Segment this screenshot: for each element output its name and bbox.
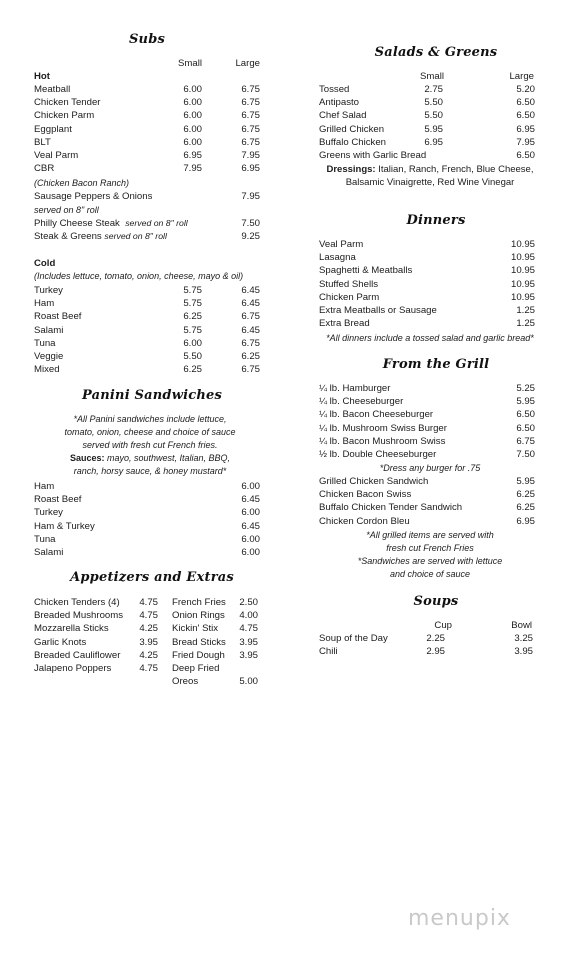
item-price-large: 6.25 <box>241 350 260 362</box>
item-price-large: 6.95 <box>241 163 260 175</box>
item-name: Oreos <box>172 676 199 688</box>
item-name: French Fries <box>172 597 226 608</box>
item-name: Salami <box>34 324 64 336</box>
item-price-large: 6.75 <box>241 311 260 323</box>
item-price-large: 6.45 <box>241 324 260 336</box>
item-name: Turkey <box>34 507 63 519</box>
item-price-price: 4.00 <box>239 610 258 622</box>
item-price-price: 5.95 <box>516 396 535 408</box>
item-price-small: 5.75 <box>183 324 202 336</box>
dressings-line <box>310 163 550 176</box>
item-price-price: 6.75 <box>516 435 535 447</box>
extra-row <box>172 649 288 662</box>
extra-row <box>172 662 288 675</box>
grill-note-line: *All grilled items are served with <box>366 530 494 540</box>
item-price-large: 6.50 <box>516 97 535 109</box>
soups-header-bowl: Bowl <box>511 620 532 631</box>
item-price-small: 6.00 <box>183 123 202 135</box>
soup-row <box>319 645 544 658</box>
item-price-price: 4.75 <box>139 597 158 608</box>
item-price-small: 6.00 <box>183 110 202 122</box>
salads-title: Salads & Greens <box>374 45 498 60</box>
item-price-price: 5.00 <box>239 676 258 688</box>
item-price-price: 6.95 <box>516 515 535 527</box>
cold-sub-row <box>34 363 266 376</box>
item-name: ¼ lb. Bacon Cheeseburger <box>319 409 434 421</box>
item-price-small: 6.95 <box>424 136 443 148</box>
panini-list <box>34 480 266 559</box>
item-price-small: 5.50 <box>424 110 443 122</box>
item-name: Soup of the Day <box>319 633 388 644</box>
cold-sub-row <box>34 337 266 350</box>
item-name: Fried Dough <box>172 649 225 661</box>
sausage-item <box>34 190 266 203</box>
item-name: ¼ lb. Bacon Mushroom Swiss <box>319 435 446 447</box>
panini-notes <box>32 413 268 478</box>
item-price-small: 2.75 <box>424 84 443 95</box>
salad-row <box>319 83 544 96</box>
hot-sub-row <box>34 162 266 175</box>
salads-header-small: Small <box>420 71 444 82</box>
item-name: Breaded Mushrooms <box>34 610 124 622</box>
item-name: Veal Parm <box>319 239 364 250</box>
item-price-cup: 2.95 <box>426 646 445 658</box>
dinner-row <box>319 238 544 251</box>
dinners-note: *All dinners include a tossed salad and garlic bread* <box>326 333 534 343</box>
item-name: Jalapeno Poppers <box>34 662 112 674</box>
dressings-line: Balsamic Vinaigrette, Red Wine Vinegar <box>345 177 515 189</box>
subs-hot-label: Hot <box>34 71 50 82</box>
appetizer-row <box>34 622 160 635</box>
item-price-large: 6.75 <box>241 337 260 349</box>
sausage-note: served on 8" roll <box>34 205 99 215</box>
item-price-price: 6.00 <box>241 533 260 545</box>
item-price-price: 10.95 <box>510 278 535 290</box>
grill-row <box>319 382 544 395</box>
item-note: served on 8" roll <box>104 231 167 241</box>
item-price-large: 6.95 <box>516 123 535 135</box>
item-name: Roast Beef <box>34 494 82 506</box>
item-name: Bread Sticks <box>172 636 226 648</box>
item-name: Extra Meatballs or Sausage <box>319 304 437 316</box>
dinner-row <box>319 304 544 317</box>
appetizers-left-list <box>34 596 160 675</box>
item-name: Chicken Tenders (4) <box>34 597 120 608</box>
item-name <box>34 230 167 243</box>
sauces-text: mayo, southwest, Italian, BBQ, <box>104 453 231 463</box>
item-price-price: 3.95 <box>239 636 258 648</box>
item-name: Veggie <box>34 350 64 362</box>
item-price-price: 5.25 <box>516 383 535 394</box>
item-price-small: 5.50 <box>183 350 202 362</box>
panini-note-line: *All Panini sandwiches include lettuce, <box>73 414 227 424</box>
item-name: ¼ lb. Cheeseburger <box>319 396 404 408</box>
extra-row <box>172 596 288 609</box>
item-price: 7.50 <box>241 218 260 229</box>
item-note: served on 8" roll <box>125 218 188 228</box>
soups-list <box>319 632 544 658</box>
subs-header-small: Small <box>178 58 202 69</box>
extra-row <box>172 609 288 622</box>
cold-sub-row <box>34 284 266 297</box>
appetizers-title: Appetizers and Extras <box>70 570 234 585</box>
item-price-price: 1.25 <box>516 304 535 316</box>
item-price-large: 7.95 <box>516 136 535 148</box>
item-name-text: Philly Cheese Steak <box>34 218 120 229</box>
item-price-large: 6.50 <box>516 149 535 161</box>
grill-notes <box>316 529 544 581</box>
item-name: Ham & Turkey <box>34 520 95 532</box>
item-name: Onion Rings <box>172 610 225 622</box>
appetizers-right-list <box>172 596 288 688</box>
soups-title: Soups <box>413 594 459 609</box>
salad-row <box>319 149 544 162</box>
cold-sub-row <box>34 310 266 323</box>
item-name: Tossed <box>319 84 350 95</box>
appetizer-row <box>34 636 160 649</box>
appetizer-row <box>34 649 160 662</box>
item-name: Lasagna <box>319 252 356 264</box>
item-price-price: 10.95 <box>510 291 535 303</box>
item-price-price: 6.50 <box>516 422 535 434</box>
item-price-large: 6.45 <box>241 298 260 310</box>
panini-row <box>34 480 266 493</box>
item-price-small: 6.25 <box>183 311 202 323</box>
extra-row <box>172 636 288 649</box>
grill-list <box>319 382 544 461</box>
item-name: Chicken Bacon Swiss <box>319 489 412 501</box>
item-name: Spaghetti & Meatballs <box>319 265 413 277</box>
dinner-row <box>319 264 544 277</box>
item-name: Breaded Cauliflower <box>34 649 121 661</box>
item-name: Extra Bread <box>319 318 370 330</box>
item-price-price: 6.25 <box>516 489 535 501</box>
panini-note-line: served with fresh cut French fries. <box>82 440 218 450</box>
item-price-price: 4.75 <box>139 662 158 674</box>
item-price-large: 6.75 <box>241 364 260 376</box>
item-name: Chicken Parm <box>34 110 95 122</box>
item-price-price: 4.25 <box>139 649 158 661</box>
grill-list-2 <box>319 475 544 528</box>
item-price-price: 10.95 <box>510 252 535 264</box>
dinner-row <box>319 291 544 304</box>
appetizer-row <box>34 662 160 675</box>
panini-row <box>34 546 266 559</box>
appetizer-row <box>34 609 160 622</box>
soup-row <box>319 632 544 645</box>
salad-row <box>319 136 544 149</box>
item-price-bowl: 3.25 <box>514 633 533 644</box>
item-price-bowl: 3.95 <box>514 646 533 658</box>
item-price-small: 6.00 <box>183 337 202 349</box>
item-name: Meatball <box>34 84 71 95</box>
item-price-large: 6.75 <box>241 84 260 95</box>
item-name: Salami <box>34 546 64 558</box>
item-price-price: 3.95 <box>239 649 258 661</box>
item-price-price: 6.00 <box>241 507 260 519</box>
salads-header-large: Large <box>509 71 534 82</box>
item-name: Sausage Peppers & Onions <box>34 191 153 202</box>
item-price-price: 10.95 <box>510 265 535 277</box>
dressings <box>310 163 550 189</box>
item-price-price: 4.75 <box>239 623 258 635</box>
hot-sub-row <box>34 109 266 122</box>
item-name <box>34 217 188 230</box>
item-name: Mixed <box>34 364 60 376</box>
item-price-small: 5.50 <box>424 97 443 109</box>
item-price-small: 5.95 <box>424 123 443 135</box>
item-price-large: 5.20 <box>516 84 535 95</box>
item-name: Turkey <box>34 285 63 296</box>
item-name: CBR <box>34 163 55 175</box>
salad-row <box>319 109 544 122</box>
item-price-small: 5.75 <box>183 298 202 310</box>
item-price-large: 6.50 <box>516 110 535 122</box>
item-price-small: 5.75 <box>183 285 202 296</box>
item-price-large: 6.75 <box>241 136 260 148</box>
item-price-large: 6.75 <box>241 123 260 135</box>
grill-row <box>319 408 544 421</box>
item-price-price: 5.95 <box>516 476 535 487</box>
item-price-price: 10.95 <box>510 239 535 250</box>
item-name: Grilled Chicken <box>319 123 385 135</box>
cold-sub-row <box>34 297 266 310</box>
salad-row <box>319 96 544 109</box>
item-price-price: 6.00 <box>241 546 260 558</box>
sauces-label: Sauces: <box>69 453 105 463</box>
item-name: ¼ lb. Hamburger <box>319 383 391 394</box>
cbr-note: (Chicken Bacon Ranch) <box>34 178 130 188</box>
subs-hot-list <box>34 83 266 175</box>
subs-cold-label: Cold <box>34 258 56 269</box>
item-name-text: Steak & Greens <box>34 231 102 242</box>
philly-item <box>34 217 266 230</box>
item-name: Chicken Tender <box>34 97 101 109</box>
item-price-large: 6.75 <box>241 97 260 109</box>
item-price-price: 1.25 <box>516 318 535 330</box>
item-price-small: 6.95 <box>183 149 202 161</box>
item-name: Roast Beef <box>34 311 82 323</box>
item-name: Grilled Chicken Sandwich <box>319 476 429 487</box>
item-name: BLT <box>34 136 51 148</box>
hot-sub-row <box>34 149 266 162</box>
item-name: Buffalo Chicken Tender Sandwich <box>319 502 463 514</box>
item-name: Kickin' Stix <box>172 623 219 635</box>
item-name: Ham <box>34 298 55 310</box>
cold-sub-row <box>34 350 266 363</box>
panini-title: Panini Sandwiches <box>82 388 222 403</box>
grill-row <box>319 422 544 435</box>
grill-note-line: and choice of sauce <box>389 569 471 579</box>
item-price-price: 6.50 <box>516 409 535 421</box>
dress-note: *Dress any burger for .75 <box>379 463 481 473</box>
item-price-large: 6.75 <box>241 110 260 122</box>
extra-row <box>172 675 288 688</box>
item-name: Stuffed Shells <box>319 278 379 290</box>
item-price-price: 4.25 <box>139 623 158 635</box>
soups-column-headers <box>316 619 544 632</box>
hot-sub-row <box>34 136 266 149</box>
subs-column-headers <box>32 57 268 70</box>
panini-row <box>34 506 266 519</box>
item-price-price: 4.75 <box>139 610 158 622</box>
item-price-small: 6.00 <box>183 136 202 148</box>
item-price-large: 7.95 <box>241 191 260 202</box>
extra-row <box>172 622 288 635</box>
item-price-cup: 2.25 <box>426 633 445 644</box>
item-price-small: 6.25 <box>183 364 202 376</box>
panini-row <box>34 533 266 546</box>
item-name: ½ lb. Double Cheeseburger <box>319 448 437 460</box>
item-name: Chicken Parm <box>319 291 380 303</box>
dinner-row <box>319 278 544 291</box>
grill-row <box>319 395 544 408</box>
item-name: Garlic Knots <box>34 636 87 648</box>
dinner-row <box>319 317 544 330</box>
grill-row <box>319 475 544 488</box>
item-name: Ham <box>34 481 55 492</box>
subs-cold-list <box>34 284 266 376</box>
grill-note-line: *Sandwiches are served with lettuce <box>357 556 503 566</box>
item-price-price: 7.50 <box>516 448 535 460</box>
item-price-large: 7.95 <box>241 149 260 161</box>
item-price: 9.25 <box>241 231 260 242</box>
item-price-price: 6.45 <box>241 520 260 532</box>
salad-row <box>319 123 544 136</box>
grill-row <box>319 448 544 461</box>
item-name: Mozzarella Sticks <box>34 623 109 635</box>
dinners-list <box>319 238 544 330</box>
appetizer-row <box>34 596 160 609</box>
item-name: Veal Parm <box>34 149 79 161</box>
grill-title: From the Grill <box>382 357 490 372</box>
grill-note-line: fresh cut French Fries <box>386 543 474 553</box>
item-name: Tuna <box>34 337 56 349</box>
hot-sub-row <box>34 83 266 96</box>
item-name: Antipasto <box>319 97 360 109</box>
item-name: Chef Salad <box>319 110 367 122</box>
item-name: Chicken Cordon Bleu <box>319 515 410 527</box>
item-name: Deep Fried <box>172 662 220 674</box>
item-price-small: 6.00 <box>183 97 202 109</box>
grill-row <box>319 515 544 528</box>
grill-row <box>319 501 544 514</box>
subs-title: Subs <box>128 32 166 47</box>
item-price-price: 2.50 <box>239 597 258 608</box>
subs-header-large: Large <box>235 58 260 69</box>
item-price-large: 6.45 <box>241 285 260 296</box>
salads-list <box>319 83 544 162</box>
item-price-price: 6.00 <box>241 481 260 492</box>
item-name: Chili <box>319 646 338 658</box>
dressings-label: Dressings: <box>326 164 376 175</box>
item-price-price: 6.45 <box>241 494 260 506</box>
item-price-small: 7.95 <box>183 163 202 175</box>
hot-sub-row <box>34 123 266 136</box>
grill-row <box>319 488 544 501</box>
item-price-price: 3.95 <box>139 636 158 648</box>
panini-row <box>34 493 266 506</box>
panini-sauces-line <box>32 452 268 465</box>
dinners-title: Dinners <box>406 213 466 228</box>
item-price-small: 6.00 <box>183 84 202 95</box>
dressings-text: Italian, Ranch, French, Blue Cheese, <box>375 164 534 175</box>
menupix-watermark: menupix <box>408 906 511 931</box>
item-name: Buffalo Chicken <box>319 136 387 148</box>
panini-row <box>34 520 266 533</box>
item-price-price: 6.25 <box>516 502 535 514</box>
steak-item <box>34 230 266 243</box>
item-name: Greens with Garlic Bread <box>319 149 427 161</box>
cold-note: (Includes lettuce, tomato, onion, cheese, mayo & oil) <box>34 271 244 281</box>
panini-sauces-line: ranch, horsy sauce, & honey mustard* <box>73 466 227 476</box>
soups-header-cup: Cup <box>434 620 452 631</box>
salads-column-headers <box>316 70 544 83</box>
hot-sub-row <box>34 96 266 109</box>
grill-row <box>319 435 544 448</box>
item-name: ¼ lb. Mushroom Swiss Burger <box>319 422 447 434</box>
item-name: Eggplant <box>34 123 72 135</box>
panini-note-line: tomato, onion, cheese and choice of sauce <box>64 427 236 437</box>
cold-sub-row <box>34 324 266 337</box>
item-name: Tuna <box>34 533 56 545</box>
dinner-row <box>319 251 544 264</box>
